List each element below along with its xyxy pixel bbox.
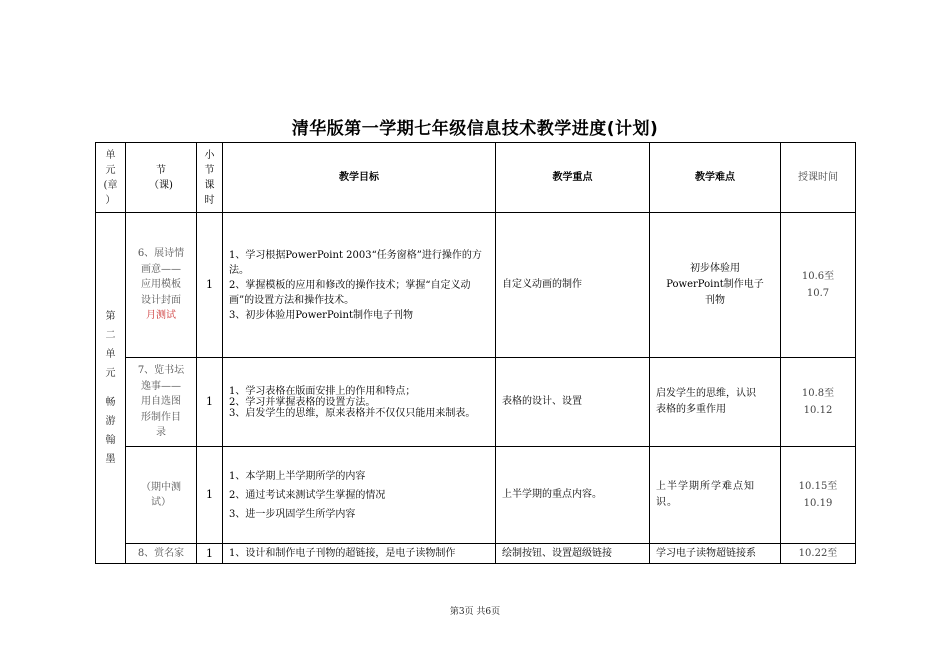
header-difficulty: 教学难点 [650,143,781,213]
hours-cell: 1 [197,213,223,358]
goals-cell [223,544,496,564]
section-monthly-test: 月测试 [146,310,176,322]
unit-spacer [96,383,125,393]
time-line: 10.7 [806,288,830,299]
goal-item: 3、启发学生的思维，原来表格并不仅仅只能用来制表。 [229,407,476,419]
header-section [126,143,197,213]
unit-char: 第 [105,311,116,322]
time-cell [781,213,856,358]
header-section-line: （课) [149,179,173,191]
header-time: 授课时间 [781,143,856,213]
header-lesson-hours [197,143,223,213]
section-line: （期中测 [141,481,181,493]
header-key: 教学重点 [496,143,650,213]
hours-cell: 1 [197,544,223,564]
goal-item: 3、初步体验用PowerPoint制作电子刊物 [229,309,413,321]
time-cell [781,358,856,447]
section-line: 逸事—— [141,380,181,392]
header-lesson-line: 节 [204,164,215,176]
difficulty-cell [650,447,781,544]
hours-cell: 1 [197,447,223,544]
header-lesson-line: 时 [204,194,215,206]
difficulty-cell [650,213,781,358]
header-unit-line: 元 [105,164,116,176]
unit-char: 元 [105,368,116,379]
header-lesson-line: 课 [204,179,215,191]
section-line: 设计封面 [141,294,181,306]
hours-cell: 1 [197,358,223,447]
section-line: 用自选图 [141,396,181,408]
table-header-row [96,143,856,213]
goals-cell [223,358,496,447]
page-title: 清华版第一学期七年级信息技术教学进度(计划) [291,119,659,139]
difficulty-line: 启发学生的思维，认识 [656,388,756,399]
difficulty-cell [650,358,781,447]
table-row [96,213,856,358]
unit-char: 畅 [105,397,116,408]
difficulty-cell [650,544,781,564]
section-cell [126,544,197,564]
section-line: 画意—— [141,263,181,275]
time-line: 10.8至 [801,388,835,399]
section-cell [126,213,197,358]
unit-char: 二 [105,330,116,341]
time-line: 10.12 [803,405,833,416]
goal-item: 1、本学期上半学期所学的内容 [229,470,366,482]
header-unit-line: ） [105,194,116,206]
table-row [96,358,856,447]
unit-char: 墨 [105,454,116,465]
section-line: 形制作目 [141,411,181,423]
section-line: 应用模板 [141,279,181,291]
goal-item: 2、通过考试来测试学生掌握的情况 [229,489,386,501]
time-cell [781,447,856,544]
header-unit-line: (章 [103,179,118,191]
header-unit [96,143,126,213]
goals-cell [223,447,496,544]
time-line: 10.15至 [798,481,838,492]
key-cell: 上半学期的重点内容。 [496,447,650,544]
section-line: 6、展诗情 [137,248,185,260]
difficulty-line: 上半学期所学难点知 [656,481,755,492]
section-cell [126,358,197,447]
header-unit-line: 单 [105,149,116,161]
table-row [96,544,856,564]
difficulty-line: 刊物 [705,295,725,306]
unit-cell [96,213,126,564]
difficulty-line: 学习电子读物超链接系 [656,547,756,559]
goal-item: 1、学习根据PowerPoint 2003“任务窗格”进行操作的方法。 [229,249,482,276]
difficulty-line: 表格的多重作用 [656,404,726,415]
page-footer: 第3页 共6页 [449,607,501,617]
time-line: 10.6至 [801,271,835,282]
section-line: 录 [156,427,166,439]
goals-cell [223,213,496,358]
unit-char: 游 [105,416,116,427]
header-goal: 教学目标 [223,143,496,213]
header-lesson-line: 小 [204,149,215,161]
goal-item: 1、学习表格在版面安排上的作用和特点； [229,385,416,397]
difficulty-line: 初步体验用 [690,263,740,274]
key-cell: 自定义动画的制作 [496,213,650,358]
unit-char: 单 [105,349,116,360]
time-line: 10.22至 [798,548,838,559]
difficulty-line: 识。 [656,497,678,508]
section-line: 8、赏名家 [137,547,185,559]
goal-item: 2、学习并掌握表格的设置方法。 [229,396,376,408]
goal-item: 2、掌握模板的应用和修改的操作技术；掌握“自定义动画”的设置方法和操作技术。 [229,279,471,306]
section-line: 试） [151,497,171,508]
schedule-table [95,142,856,564]
goal-item: 1、设计和制作电子刊物的超链接，是电子读物制作 [229,548,456,559]
section-cell [126,447,197,544]
unit-char: 翰 [105,435,116,446]
header-section-line: 节 [156,164,166,176]
goal-item: 3、进一步巩固学生所学内容 [229,508,356,520]
time-line: 10.19 [803,498,833,509]
key-cell: 绘制按钮、设置超级链接 [496,544,650,564]
time-cell [781,544,856,564]
key-cell: 表格的设计、设置 [496,358,650,447]
table-row [96,447,856,544]
difficulty-line: PowerPoint制作电子 [666,279,764,290]
section-line: 7、览书坛 [137,365,185,377]
